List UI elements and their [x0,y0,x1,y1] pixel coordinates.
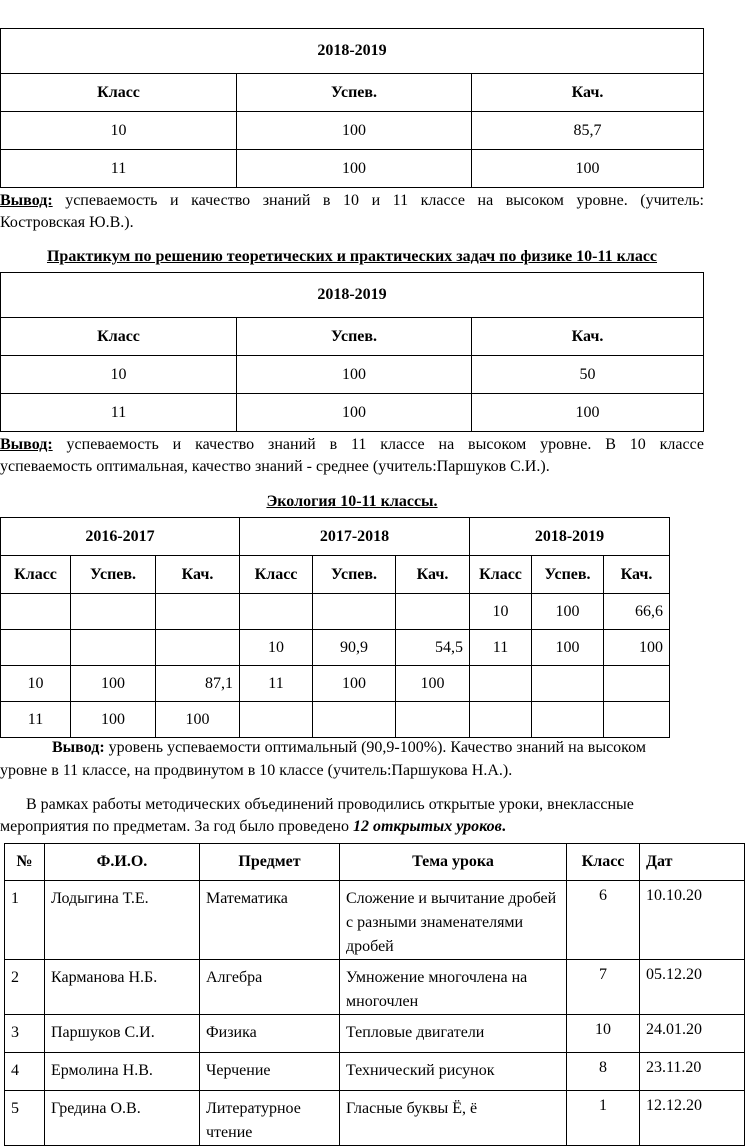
table-cell: 100 [156,702,240,738]
table-cell: 3 [5,1015,45,1053]
table-cell: 100 [532,630,604,666]
conclusion-text: успеваемость и качество знаний в 10 и 11 классе на высоком уровне. (учитель: [65,192,705,209]
table-cell: 05.12.20 [640,960,745,1015]
table-cell [156,594,240,630]
open-lessons-paragraph-line-2 [0,816,506,838]
table-cell: 11 [240,666,313,702]
table-cell: 5 [5,1091,45,1146]
column-header: Успев. [313,556,396,594]
table-cell: 10.10.20 [640,881,745,960]
conclusion-label: Вывод: [0,192,53,209]
open-lessons-table-wrapper [0,843,704,1141]
table-cell [532,702,604,738]
column-header: Класс [240,556,313,594]
table-cell: 11 [1,394,237,432]
table-cell [532,666,604,702]
table-cell: 87,1 [156,666,240,702]
table-cell: Сложение и вычитание дробей с разными знаменателями дробей [340,881,567,960]
table-cell: 100 [237,150,472,188]
table-cell: 10 [1,666,71,702]
table-cell [313,702,396,738]
table-cell [240,702,313,738]
table-cell: 6 [567,881,640,960]
table-cell: Литературное чтение [200,1091,340,1146]
conclusion-2 [0,434,704,456]
column-header: Дат [640,844,745,881]
table-cell: 10 [567,1015,640,1053]
table-cell: 7 [567,960,640,1015]
table-cell: Черчение [200,1053,340,1091]
table-cell: 50 [472,356,704,394]
column-header: Класс [1,74,237,112]
column-header: Кач. [396,556,470,594]
table-cell [396,702,470,738]
table-cell: 8 [567,1053,640,1091]
table-cell: 100 [472,150,704,188]
table-cell: 1 [5,881,45,960]
conclusion-3-line-2: уровне в 11 классе, на продвинутом в 10 классе (учитель:Паршукова Н.А.). [0,762,513,779]
table-cell: Алгебра [200,960,340,1015]
table-cell: Физика [200,1015,340,1053]
open-lessons-paragraph-line-1: В рамках работы методических объединений проводились открытые уроки, внеклассные [26,796,634,813]
table-cell [604,702,670,738]
table-cell [313,594,396,630]
results-table-1 [0,28,704,188]
table-cell: 24.01.20 [640,1015,745,1053]
column-header: Успев. [532,556,604,594]
table-cell: 2 [5,960,45,1015]
paragraph-period: . [501,818,506,835]
conclusion-text: уровень успеваемости оптимальный (90,9-100%). Качество знаний на высоком [108,739,646,756]
conclusion-3 [52,737,704,759]
table-cell: Математика [200,881,340,960]
table-cell: Гласные буквы Ё, ё [340,1091,567,1146]
table-cell [1,594,71,630]
table-cell: 100 [237,112,472,150]
conclusion-2-line-2: успеваемость оптимальная, качество знаний - среднее (учитель:Паршуков С.И.). [0,458,550,475]
table-cell: 85,7 [472,112,704,150]
open-lessons-table [4,843,745,1146]
table-cell: 23.11.20 [640,1053,745,1091]
column-header: Класс [1,318,237,356]
year-header: 2018-2019 [1,29,704,74]
column-header: Ф.И.О. [45,844,200,881]
table-cell [71,594,156,630]
table-cell: 100 [604,630,670,666]
column-header: Кач. [156,556,240,594]
conclusion-label: Вывод: [52,739,105,756]
column-header: Кач. [604,556,670,594]
year-header: 2018-2019 [1,273,704,318]
section-heading-ecology: Экология 10-11 классы. [266,493,438,510]
conclusion-label: Вывод: [0,436,53,453]
table-cell: Технический рисунок [340,1053,567,1091]
table-cell: Карманова Н.Б. [45,960,200,1015]
table-cell: 100 [472,394,704,432]
results-table-2 [0,272,704,432]
column-header: Успев. [71,556,156,594]
paragraph-text: мероприятия по предметам. За год было проведено [0,818,353,835]
table-cell [240,594,313,630]
year-header: 2016-2017 [1,518,240,556]
table-cell: Тепловые двигатели [340,1015,567,1053]
conclusion-text: успеваемость и качество знаний в 11 классе на высоком уровне. В 10 классе [66,436,704,453]
column-header: Тема урока [340,844,567,881]
open-lessons-count: 12 открытых уроков [352,818,502,835]
table-cell: 11 [1,702,71,738]
table-cell: 100 [237,394,472,432]
column-header: Успев. [237,74,472,112]
table-cell: 11 [1,150,237,188]
table-cell: Лодыгина Т.Е. [45,881,200,960]
table-cell [71,630,156,666]
table-cell: Паршуков С.И. [45,1015,200,1053]
table-cell [604,666,670,702]
table-cell: Умножение многочлена на многочлен [340,960,567,1015]
section-heading-physics: Практикум по решению теоретических и практических задач по физике 10-11 класс [46,248,658,265]
year-header: 2017-2018 [240,518,470,556]
table-cell: 100 [71,702,156,738]
table-cell: 100 [532,594,604,630]
table-cell [470,702,532,738]
column-header: Кач. [472,74,704,112]
table-cell: 90,9 [313,630,396,666]
table-cell: 11 [470,630,532,666]
column-header: Предмет [200,844,340,881]
column-header: Класс [567,844,640,881]
table-cell: 54,5 [396,630,470,666]
conclusion-1 [0,190,704,212]
table-cell: 66,6 [604,594,670,630]
column-header: Успев. [237,318,472,356]
table-cell: 1 [567,1091,640,1146]
table-cell: 10 [470,594,532,630]
table-cell: 4 [5,1053,45,1091]
table-cell: 12.12.20 [640,1091,745,1146]
table-cell: 100 [237,356,472,394]
table-cell: 10 [1,112,237,150]
table-cell [156,630,240,666]
table-cell [470,666,532,702]
column-header: Кач. [472,318,704,356]
column-header: № [5,844,45,881]
table-cell: 10 [1,356,237,394]
results-table-3 [0,517,670,738]
table-cell: Гредина О.В. [45,1091,200,1146]
conclusion-1-line-2: Костровская Ю.В.). [0,214,134,231]
column-header: Класс [470,556,532,594]
table-cell: Ермолина Н.В. [45,1053,200,1091]
year-header: 2018-2019 [470,518,670,556]
table-cell [1,630,71,666]
table-cell: 100 [396,666,470,702]
table-cell: 100 [71,666,156,702]
table-cell: 100 [313,666,396,702]
column-header: Класс [1,556,71,594]
table-cell [396,594,470,630]
table-cell: 10 [240,630,313,666]
